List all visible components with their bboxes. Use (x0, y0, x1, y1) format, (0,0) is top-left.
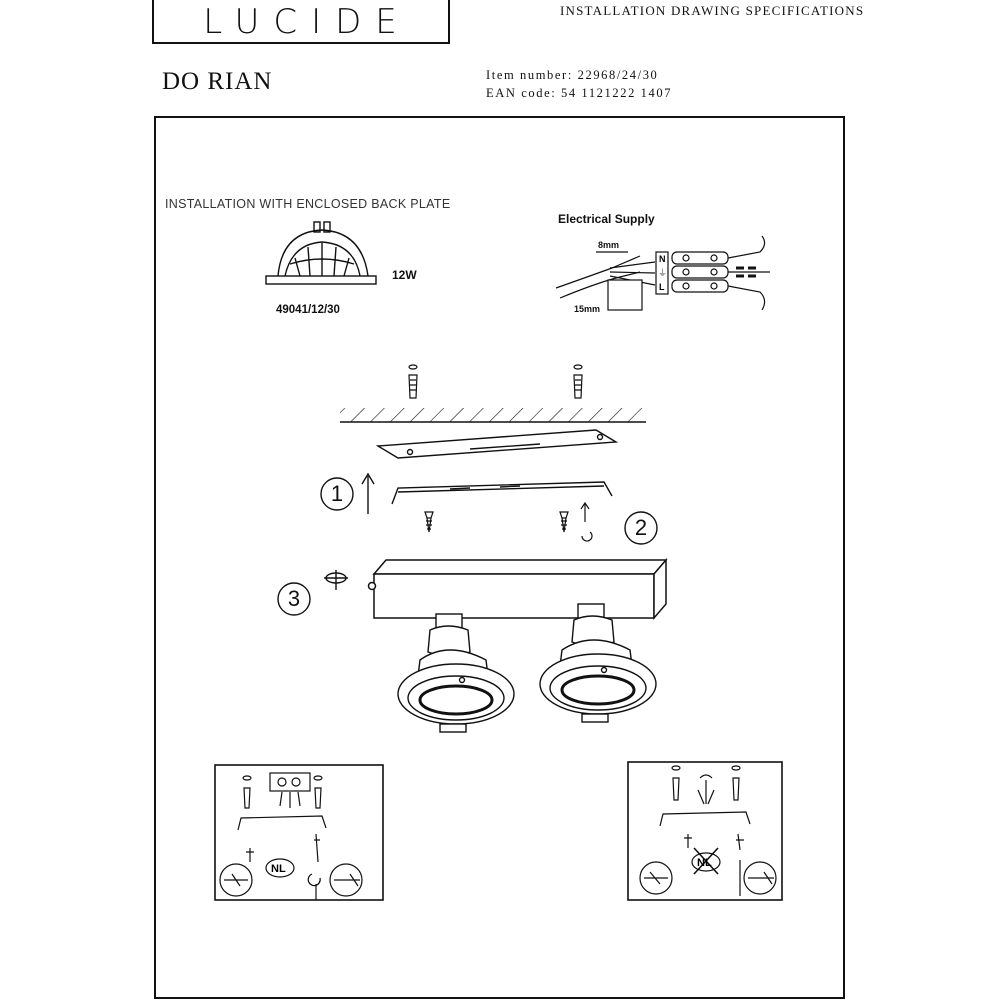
spec-title: INSTALLATION DRAWING SPECIFICATIONS (560, 3, 865, 18)
lamp-wattage: 12W (392, 268, 417, 282)
spotlight-right (540, 604, 656, 722)
terminal-block (672, 252, 728, 292)
step-2-circle (625, 512, 657, 544)
mounting-bracket (392, 482, 612, 504)
lamp-code: 49041/12/30 (276, 304, 340, 316)
install-title: INSTALLATION WITH ENCLOSED BACK PLATE (165, 197, 451, 211)
rotate-arrow-icon (581, 503, 592, 541)
product-name: DO RIAN (162, 68, 273, 95)
terminal-l-label: L (659, 282, 665, 292)
step-1-circle (321, 478, 353, 510)
logo-text: LUCIDE (203, 2, 411, 42)
ean-code: EAN code: 54 1121222 1407 (486, 86, 673, 100)
tighten-icon (324, 570, 348, 590)
step-1-label: 1 (330, 481, 344, 506)
step-3-circle (278, 583, 310, 615)
nl-badge-right-label: NL (697, 857, 712, 869)
strip-length-label: 8mm (598, 240, 620, 250)
back-plate (378, 430, 616, 458)
detail-box-right (628, 762, 782, 900)
item-number: Item number: 22968/24/30 (486, 68, 659, 82)
step-3-label: 3 (287, 586, 301, 611)
fixture-body (369, 560, 667, 618)
screw-icon (425, 512, 568, 532)
sheath-length-label: 15mm (574, 304, 601, 314)
arrow-up-icon (362, 474, 374, 514)
nl-badge-left-label: NL (271, 863, 286, 875)
terminal-earth-label: ⏚ (658, 269, 668, 279)
wall-plug-icon (409, 365, 582, 398)
detail-box-left (215, 765, 383, 900)
electrical-supply-title: Electrical Supply (558, 212, 655, 226)
ceiling-hatch (340, 408, 646, 422)
lamp-bulb-icon (266, 222, 376, 284)
spotlight-left (398, 614, 514, 732)
terminal-n-label: N (659, 254, 666, 264)
step-2-label: 2 (634, 515, 648, 540)
